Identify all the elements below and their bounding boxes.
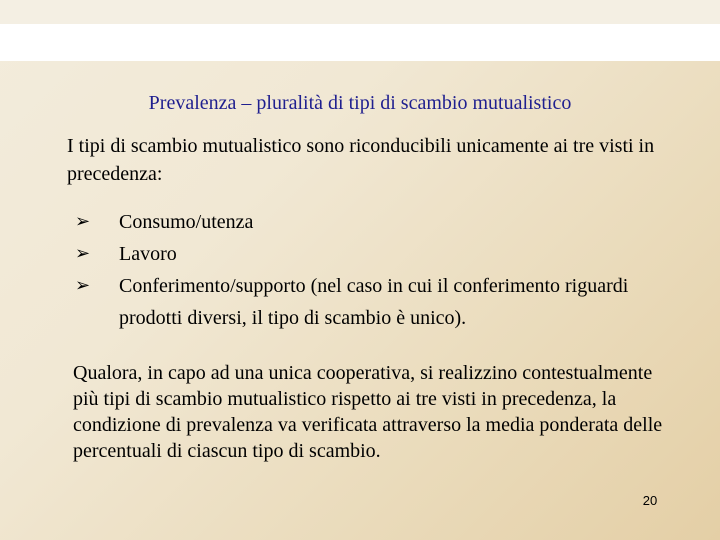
bullet-text: Conferimento/supporto (nel caso in cui il conferimento riguardi prodotti diversi, il tipo di scambio è unico). [119, 275, 629, 329]
closing-paragraph: Qualora, in capo ad una unica cooperativa, si realizzino contestualmente più tipi di scambio mutualistico rispetto ai tre visti in precedenza, la condizione di prevalenza va verificata attraverso la media ponderata delle percentuali di ciascun tipo di scambio. [73, 362, 663, 462]
bullet-list [75, 206, 675, 334]
bullet-text: Lavoro [119, 243, 177, 265]
bullet-item-lavoro [75, 238, 675, 270]
slide-title: Prevalenza – pluralità di tipi di scambio mutualistico [148, 92, 572, 114]
arrow-bullet-icon: ➢ [75, 243, 91, 264]
bullet-item-conferimento [75, 270, 675, 334]
bullet-item-consumo [75, 206, 675, 238]
arrow-bullet-icon: ➢ [75, 211, 91, 232]
header-bar [0, 24, 720, 61]
top-band [0, 0, 720, 24]
intro-paragraph: I tipi di scambio mutualistico sono riconducibili unicamente ai tre visti in precedenza: [67, 135, 655, 185]
page-number: 20 [642, 493, 658, 508]
arrow-bullet-icon: ➢ [75, 275, 91, 296]
bullet-text: Consumo/utenza [119, 211, 254, 233]
